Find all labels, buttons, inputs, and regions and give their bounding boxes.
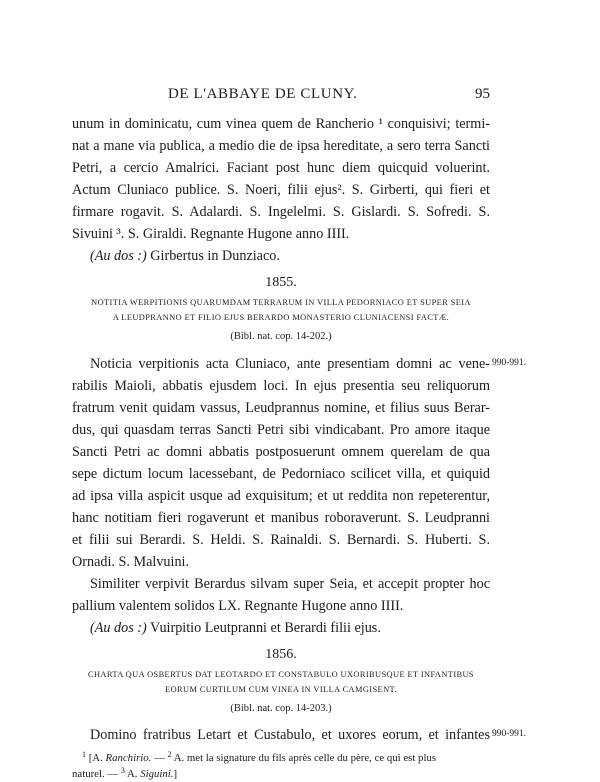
charter-reference: (Bibl. nat. cop. 14-202.) (230, 331, 332, 342)
footnote-mark: 3 (120, 766, 125, 775)
charter-title-line: EORUM CURTILUM CUM VINEA IN VILLA CAMGISENT. (165, 685, 397, 694)
text-line: rabilis Maioli, abbatis ejusdem loci. In ejus presentia seu reliquorum (72, 378, 490, 394)
charter-title-line: A LEUDPRANNO ET FILIO EJUS BERARDO MONASTERIO CLUNIACENSI FACTÆ. (112, 313, 450, 322)
text-line: Noticia verpitionis acta Cluniaco, ante presentiam domni ac vene- (90, 356, 490, 372)
text-line: nat a mane via publica, a medio die de ipsa hereditate, a sero terra Sancti (72, 138, 490, 154)
footnote-line (72, 763, 476, 782)
text-line: dus, qui quasdam terras Sancti Petri sibi vindicabant. Pro amore itaque (72, 422, 490, 438)
charter-reference: (Bibl. nat. cop. 14-203.) (230, 703, 332, 714)
charter-title-line: CHARTA QUA OSBERTUS DAT LEOTARDO ET CONSTABULO UXORIBUSQUE ET INFANTIBUS (88, 670, 474, 679)
margin-date: 990-991. (492, 358, 527, 368)
dorsal-note (90, 617, 490, 639)
text-line: fratrum venit quidam vassus, Leudprannus nomine, et filius suus Berar- (72, 400, 490, 416)
page-number: 95 (475, 86, 490, 102)
text-line: Petri, a cercio Amalrici. Faciant post hunc diem quicquid voluerint. (72, 160, 490, 176)
text-line: Sancti Petri ac domni abbatis postposuerunt omnem querelam de qua (72, 444, 490, 460)
dorsal-note (90, 245, 490, 267)
running-title: DE L'ABBAYE DE CLUNY. (168, 86, 358, 102)
footnote-mark: 1 (82, 750, 86, 759)
text-line: Actum Cluniaco publice. S. Noeri, filii ejus². S. Girberti, qui fieri et (72, 182, 490, 198)
margin-date: 990-991. (492, 729, 527, 739)
charter-number: 1855. (265, 275, 297, 290)
footnote-italic: Siguini. (140, 768, 174, 780)
text-line: ad ipsa villa aspicit usque ad exquisitum; et ut reddita non repeterentur, (72, 488, 490, 504)
text-line: Sivuini ³. S. Giraldi. Regnante Hugone anno IIII. (72, 226, 350, 242)
text-line: Similiter verpivit Berardus silvam super Seia, et accepit propter hoc (90, 576, 490, 592)
text-line: pallium valentem solidos LX. Regnante Hugone anno IIII. (72, 598, 404, 614)
dorsal-note-text: Vuirpitio Leutpranni et Berardi filii ejus. (150, 620, 381, 636)
text-line: firmare rogavit. S. Adalardi. S. Ingelelmi. S. Gislardi. S. Sofredi. S. (72, 204, 490, 220)
charter-title-line: NOTITIA WERPITIONIS QUARUMDAM TERRARUM IN VILLA PEDORNIACO ET SUPER SEIA (91, 298, 471, 307)
footnote-text: — (151, 752, 168, 764)
text-line: et filii sui Berardi. S. Heldi. S. Rainaldi. S. Bernardi. S. Huberti. S. (72, 532, 490, 548)
footnote-text: A. met la signature du fils après celle du père, ce qui est plus (171, 752, 437, 764)
text-line: hanc notitiam fieri rogaverunt et manibus roboraverunt. S. Leudpranni (72, 510, 490, 526)
dorsal-note-prefix: (Au dos :) (90, 620, 147, 636)
text-line: Ornadi. S. Malvuini. (72, 554, 190, 570)
footnote-mark: 2 (167, 750, 172, 759)
dorsal-note-text: Girbertus in Dunziaco. (150, 248, 280, 264)
text-line: sepe dictum locum lacessebant, de Pedorniaco scilicet villa, et quiquid (72, 466, 490, 482)
footnote-text: A. (124, 768, 141, 780)
footnote-text: naturel. — (72, 768, 121, 780)
dorsal-note-prefix: (Au dos :) (90, 248, 147, 264)
footnote-italic: Ranchirio. (105, 752, 152, 764)
footnote-text: [A. (88, 752, 106, 764)
running-header (72, 86, 490, 106)
text-line: unum in dominicatu, cum vinea quem de Rancherio ¹ conquisivi; termi- (72, 116, 490, 132)
footnote-text: ] (173, 768, 178, 780)
charter-number: 1856. (265, 647, 297, 662)
text-line: Domino fratribus Letart et Custabulo, et uxores eorum, et infantes (90, 727, 490, 743)
